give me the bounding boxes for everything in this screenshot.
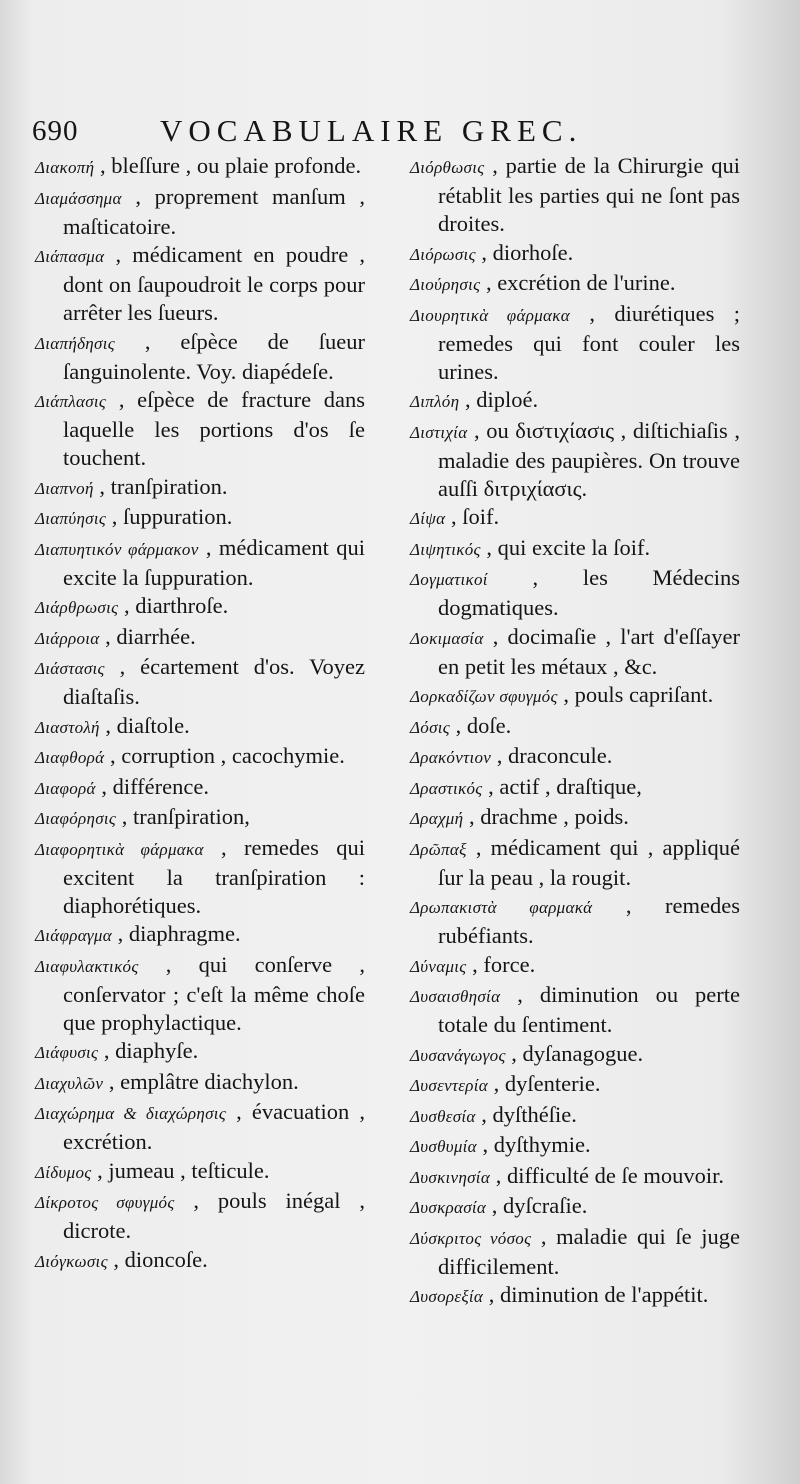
- dictionary-entry: [35, 623, 365, 653]
- greek-headword: Διάφυσις: [35, 1043, 99, 1062]
- dictionary-entry: [410, 152, 740, 238]
- dictionary-entry: [410, 742, 740, 772]
- page-number: 690: [32, 115, 79, 147]
- definition: , diarrhée.: [105, 623, 196, 649]
- dictionary-entry: [410, 269, 740, 299]
- definition: , pouls inégal , dicrote.: [63, 1188, 366, 1243]
- definition: , excrétion de l'urine.: [485, 270, 676, 295]
- definition: , diminution de l'appétit.: [488, 1282, 709, 1307]
- dictionary-entry: [35, 328, 365, 386]
- greek-headword: Διούρησις: [410, 275, 481, 294]
- definition: , diaphyſe.: [103, 1038, 199, 1063]
- dictionary-entry: [410, 834, 740, 892]
- dictionary-entry: [410, 300, 740, 386]
- greek-headword: Διαπυητικόν φάρμακον: [35, 539, 199, 559]
- greek-headword: Διψητικός: [410, 539, 481, 559]
- greek-headword: Δραστικός: [410, 778, 483, 798]
- greek-headword: Διάπασμα: [35, 247, 105, 266]
- dictionary-entry: [35, 183, 365, 241]
- greek-headword: Διάρροια: [35, 628, 100, 648]
- dictionary-entry: [35, 386, 365, 472]
- definition: , ou διστιχίασις , diſtichiaſis , maladie des paupières. On trouve auſſi διτριχίασις.: [438, 417, 741, 501]
- dictionary-entry: [410, 773, 740, 803]
- definition: , force.: [472, 951, 536, 977]
- definition: , évacuation , excrétion.: [63, 1099, 365, 1154]
- dictionary-entry: [410, 681, 740, 711]
- dictionary-entry: [35, 920, 365, 950]
- greek-headword: Διάπλασις: [35, 392, 107, 411]
- greek-headword: Δόσις: [410, 717, 450, 737]
- definition: , proprement manſum , maſticatoire.: [63, 183, 366, 239]
- greek-headword: Δοκιμασία: [410, 628, 484, 648]
- dictionary-entry: [35, 1098, 365, 1156]
- dictionary-entry: [410, 1281, 740, 1311]
- greek-headword: Διόγκωσις: [35, 1251, 108, 1271]
- greek-headword: Δυσανάγωγος: [410, 1045, 506, 1065]
- greek-headword: Διστιχία: [410, 422, 468, 442]
- definition: , maladie qui ſe juge difficilement.: [438, 1223, 740, 1279]
- greek-headword: Διαστολή: [35, 717, 100, 737]
- greek-headword: Δίψα: [410, 509, 446, 528]
- dictionary-entry: [410, 1040, 740, 1070]
- definition: , diorhoſe.: [481, 239, 574, 265]
- greek-headword: Διαφορητικὰ φάρμακα: [35, 839, 204, 859]
- greek-headword: Διαφυλακτικός: [35, 956, 139, 976]
- greek-headword: Δύσκριτος νόσος: [410, 1228, 532, 1248]
- definition: , qui conſerve , conſervator ; c'eſt la même choſe que prophylactique.: [63, 951, 365, 1035]
- greek-headword: Δύναμις: [410, 956, 467, 976]
- definition: , qui excite la ſoif.: [486, 534, 651, 560]
- definition: , doſe.: [455, 712, 512, 738]
- definition: , pouls capriſant.: [563, 682, 714, 707]
- definition: , drachme , poids.: [468, 804, 629, 829]
- greek-headword: Δυσθυμία: [410, 1137, 477, 1156]
- definition: , médicament qui , appliqué ſur la peau , la rougit.: [438, 834, 740, 890]
- definition: , tranſpiration.: [99, 473, 228, 499]
- greek-headword: Διαχώρημα & διαχώρησις: [35, 1104, 227, 1123]
- dictionary-entry: [410, 1070, 740, 1100]
- dictionary-entry: [410, 712, 740, 742]
- greek-headword: Διαπνοή: [35, 478, 94, 498]
- greek-headword: Δραχμή: [410, 809, 464, 828]
- right-column: [410, 152, 740, 1312]
- definition: , actif , draſtique,: [488, 773, 642, 799]
- greek-headword: Δορκαδίζων σφυγμός: [410, 687, 558, 706]
- greek-headword: Δυσαισθησία: [410, 987, 501, 1006]
- definition: , difficulté de ſe mouvoir.: [495, 1162, 724, 1188]
- left-column: [35, 152, 365, 1276]
- dictionary-entry: [35, 951, 365, 1037]
- dictionary-entry: [410, 981, 740, 1039]
- definition: , différence.: [101, 773, 209, 799]
- greek-headword: Διαπύησις: [35, 509, 107, 528]
- definition: , écartement d'os. Voyez diaſtaſis.: [63, 654, 366, 709]
- greek-headword: Διουρητικὰ φάρμακα: [410, 305, 570, 325]
- definition: , tranſpiration,: [121, 804, 250, 829]
- greek-headword: Δογματικοί: [410, 570, 488, 589]
- greek-headword: Δρωπακιστὰ φαρμακά: [410, 898, 593, 917]
- definition: , dyſthymie.: [482, 1132, 591, 1157]
- running-title: VOCABULAIRE GREC.: [160, 113, 583, 148]
- dictionary-entry: [410, 892, 740, 950]
- definition: , médicament qui excite la ſuppuration.: [63, 534, 365, 590]
- dictionary-entry: [35, 773, 365, 803]
- dictionary-entry: [35, 1246, 365, 1276]
- dictionary-entry: [35, 834, 365, 920]
- definition: , ſoif.: [451, 504, 500, 529]
- greek-headword: Διόρωσις: [410, 244, 476, 264]
- greek-headword: Διαφόρησις: [35, 809, 117, 828]
- dictionary-entry: [410, 1131, 740, 1161]
- dictionary-entry: [410, 239, 740, 269]
- greek-headword: Δυσκινησία: [410, 1167, 491, 1187]
- dictionary-entry: [35, 803, 365, 833]
- definition: , dyſthéſie.: [481, 1101, 577, 1127]
- definition: , diaphragme.: [117, 921, 241, 946]
- greek-headword: Διάρθρωσις: [35, 598, 119, 617]
- dictionary-entry: [410, 623, 740, 681]
- dictionary-entry: [35, 653, 365, 711]
- definition: , dyſcraſie.: [491, 1193, 588, 1218]
- dictionary-entry: [35, 592, 365, 622]
- greek-headword: Διάστασις: [35, 659, 105, 678]
- definition: , dyſanagogue.: [511, 1040, 644, 1066]
- dictionary-entry: [35, 712, 365, 742]
- greek-headword: Διάφραγμα: [35, 926, 112, 945]
- dictionary-entry: [410, 1101, 740, 1131]
- definition: , ſuppuration.: [111, 504, 233, 529]
- greek-headword: Δρακόντιον: [410, 748, 492, 767]
- definition: , remedes qui excitent la tranſpiration : diaphorétiques.: [63, 834, 365, 918]
- dictionary-entry: [35, 1037, 365, 1067]
- dictionary-entry: [35, 503, 365, 533]
- greek-headword: Διαφορά: [35, 778, 96, 798]
- greek-headword: Δρῶπαξ: [410, 839, 467, 859]
- greek-headword: Διόρθωσις: [410, 158, 485, 177]
- greek-headword: Δυσθεσία: [410, 1106, 476, 1126]
- definition: , partie de la Chirurgie qui rétablit les parties qui ne ſont pas droites.: [438, 153, 740, 236]
- greek-headword: Δυσκρασία: [410, 1198, 487, 1217]
- definition: , médicament en poudre , dont on ſaupoudroit le corps pour arrêter les ſueurs.: [63, 242, 365, 325]
- dictionary-entry: [410, 803, 740, 833]
- definition: , emplâtre diachylon.: [108, 1068, 299, 1094]
- greek-headword: Δυσεντερία: [410, 1076, 488, 1095]
- definition: , bleſſure , ou plaie profonde.: [99, 153, 362, 178]
- dictionary-entry: [35, 1187, 365, 1245]
- greek-headword: Δίκροτος σφυγμός: [35, 1193, 175, 1212]
- greek-headword: Διαμάσσημα: [35, 188, 122, 208]
- dictionary-entry: [410, 1162, 740, 1192]
- dictionary-entry: [410, 417, 740, 503]
- dictionary-entry: [410, 951, 740, 981]
- dictionary-entry: [35, 534, 365, 592]
- definition: , diarthroſe.: [123, 593, 229, 618]
- definition: , corruption , cacochymie.: [110, 743, 345, 768]
- dictionary-entry: [35, 742, 365, 772]
- definition: , eſpèce de fracture dans laquelle les portions d'os ſe touchent.: [63, 387, 365, 470]
- dictionary-entry: [410, 386, 740, 416]
- greek-headword: Διαφθορά: [35, 748, 105, 767]
- definition: , diminution ou perte totale du ſentiment.: [438, 982, 741, 1037]
- dictionary-entry: [35, 152, 365, 182]
- definition: , les Médecins dogmatiques.: [438, 565, 741, 620]
- definition: , dyſenterie.: [493, 1071, 601, 1096]
- definition: , jumeau , teſticule.: [97, 1157, 270, 1183]
- dictionary-entry: [35, 1068, 365, 1098]
- dictionary-entry: [410, 564, 740, 622]
- greek-headword: Διακοπή: [35, 158, 95, 177]
- dictionary-entry: [410, 1192, 740, 1222]
- definition: , eſpèce de ſueur ſanguinolente. Voy. diapédeſe.: [63, 328, 366, 384]
- definition: , dioncoſe.: [113, 1246, 208, 1272]
- definition: , draconcule.: [496, 743, 613, 768]
- definition: , diurétiques ; remedes qui font couler les urines.: [438, 300, 741, 384]
- dictionary-entry: [410, 534, 740, 564]
- definition: , diploé.: [464, 387, 539, 412]
- dictionary-entry: [410, 503, 740, 533]
- greek-headword: Διπλόη: [410, 392, 460, 411]
- dictionary-entry: [35, 241, 365, 327]
- greek-headword: Διαπήδησις: [35, 333, 115, 353]
- running-header: [30, 113, 770, 153]
- definition: , remedes rubéfiants.: [438, 893, 740, 948]
- greek-headword: Διαχυλῶν: [35, 1073, 104, 1093]
- dictionary-entry: [35, 1157, 365, 1187]
- definition: , docimaſie , l'art d'eſſayer en petit les métaux , &c.: [438, 623, 740, 679]
- definition: , diaſtole.: [105, 712, 190, 738]
- dictionary-entry: [35, 473, 365, 503]
- dictionary-entry: [410, 1223, 740, 1281]
- greek-headword: Δίδυμος: [35, 1162, 92, 1182]
- greek-headword: Δυσορεξία: [410, 1287, 484, 1306]
